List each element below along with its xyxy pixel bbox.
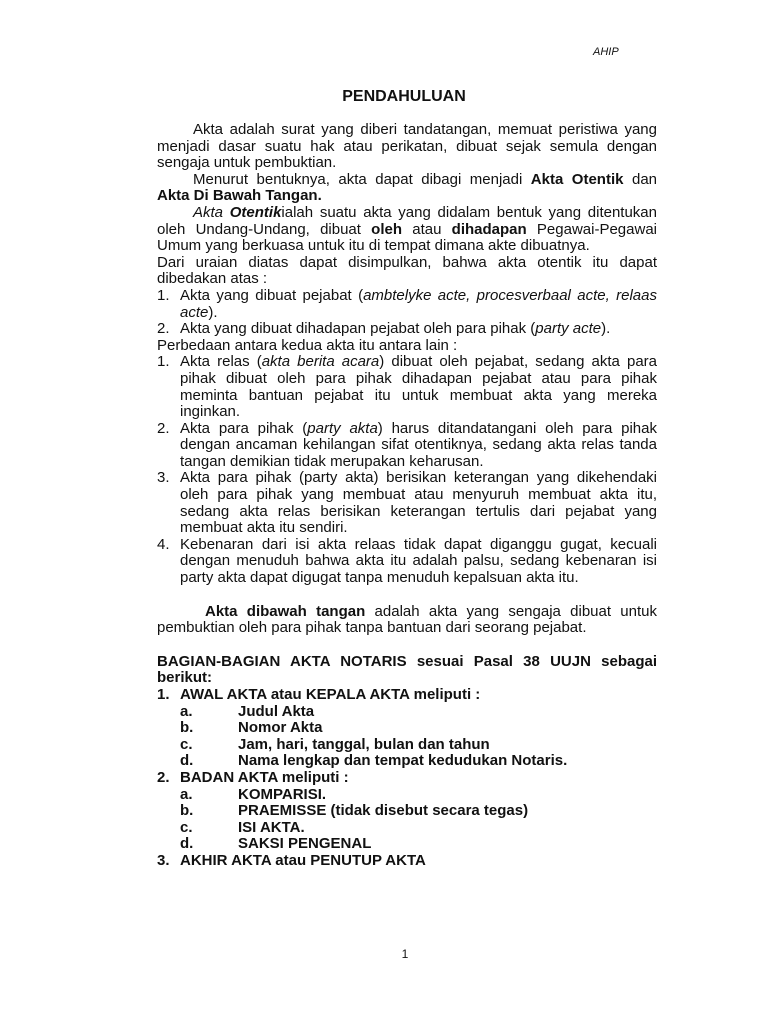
list-item: 2. Akta yang dibuat dihadapan pejabat oleh para pihak (party acte). <box>157 320 611 338</box>
sub-list-item: c. Jam, hari, tanggal, bulan dan tahun <box>180 735 490 753</box>
differences-list <box>157 354 657 586</box>
paragraph-forms: Menurut bentuknya, akta dapat dibagi menjadi Akta Otentik dan Akta Di Bawah Tangan. <box>157 170 657 205</box>
sub-list-item: a. Judul Akta <box>180 702 315 720</box>
section-heading: BAGIAN-BAGIAN AKTA NOTARIS sesuai Pasal 38 UUJN sebagai berikut: <box>157 652 657 687</box>
sub-list <box>180 704 657 770</box>
list-item: 2. Akta para pihak (party akta) harus ditandatangani oleh para pihak dengan ancaman kehilangan sifat otentiknya, sedang akta relas tanda tangan demikian tidak merupakan keharusan. <box>157 419 657 470</box>
sub-list-item: b. Nomor Akta <box>180 719 323 737</box>
list-item: 3. Akta para pihak (party akta) berisikan keterangan yang dikehendaki oleh para pihak yang membuat atau menyuruh membuat akta itu, sedang akta relas berisikan keterangan tertulis dari pejabat yang membuat akta itu sendiri. <box>157 469 657 537</box>
list-item: 1. Akta yang dibuat pejabat (ambtelyke acte, procesverbaal acte, relaas acte). <box>157 286 657 321</box>
header-tag: AHIP <box>593 46 619 58</box>
paragraph-conclusion: Dari uraian diatas dapat disimpulkan, bahwa akta otentik itu dapat dibedakan atas : <box>157 253 657 288</box>
paragraph-akta-dibawah-tangan: Akta dibawah tangan adalah akta yang sengaja dibuat untuk pembuktian oleh para pihak tanpa bantuan dari seorang pejabat. <box>157 602 657 637</box>
paragraph-akta-otentik: Akta Otentikialah suatu akta yang didalam bentuk yang ditentukan oleh Undang-Undang, dibuat oleh atau dihadapan Pegawai-Pegawai Umum yang berkuasa untuk itu di tempat dimana akte dibuatnya. <box>157 203 657 255</box>
akta-parts-list <box>157 687 657 870</box>
sub-list-item: d. Nama lengkap dan tempat kedudukan Notaris. <box>180 752 568 770</box>
document-body <box>157 122 657 870</box>
spacer <box>157 637 657 654</box>
list-item: 4. Kebenaran dari isi akta relaas tidak dapat diganggu gugat, kecuali dengan menuduh bahwa akta itu adalah palsu, sedang kebenaran isi party akta dapat digugat tanpa menuduh kepalsuan akta itu. <box>157 535 657 587</box>
page-title: PENDAHULUAN <box>342 88 466 105</box>
list-item: 3. AKHIR AKTA atau PENUTUP AKTA <box>157 851 426 869</box>
sub-list <box>180 787 657 853</box>
page-number: 1 <box>401 947 409 961</box>
paragraph-differences: Perbedaan antara kedua akta itu antara lain : <box>157 336 458 354</box>
paragraph-definition: Akta adalah surat yang diberi tandatangan, memuat peristiwa yang menjadi dasar suatu hak atau perikatan, dibuat sejak semula dengan sengaja untuk pembuktian. <box>157 121 657 172</box>
spacer <box>157 587 657 604</box>
sub-list-item: c. ISI AKTA. <box>180 818 305 836</box>
list-item: 1. AWAL AKTA atau KEPALA AKTA meliputi : a. Judul Akta b. Nomor Akta c. Jam, hari, tanggal, bulan dan tahun d. Nama lengkap dan tempat kedudukan Notaris. <box>157 687 657 770</box>
list-item: 1. Akta relas (akta berita acara) dibuat oleh pejabat, sedang akta para pihak dibuat oleh para pihak dihadapan pejabat atau para pihak meminta bantuan pejabat itu untuk membuat akta yang mereka inginkan. <box>157 353 657 421</box>
list-item: 2. BADAN AKTA meliputi : a. KOMPARISI. b. PRAEMISSE (tidak disebut secara tegas) c. ISI AKTA. d. SAKSI PENGENAL <box>157 770 657 853</box>
sub-list-item: a. KOMPARISI. <box>180 785 327 803</box>
sub-list-item: d. SAKSI PENGENAL <box>180 835 372 853</box>
akta-types-list <box>157 288 657 338</box>
sub-list-item: b. PRAEMISSE (tidak disebut secara tegas) <box>180 802 529 820</box>
